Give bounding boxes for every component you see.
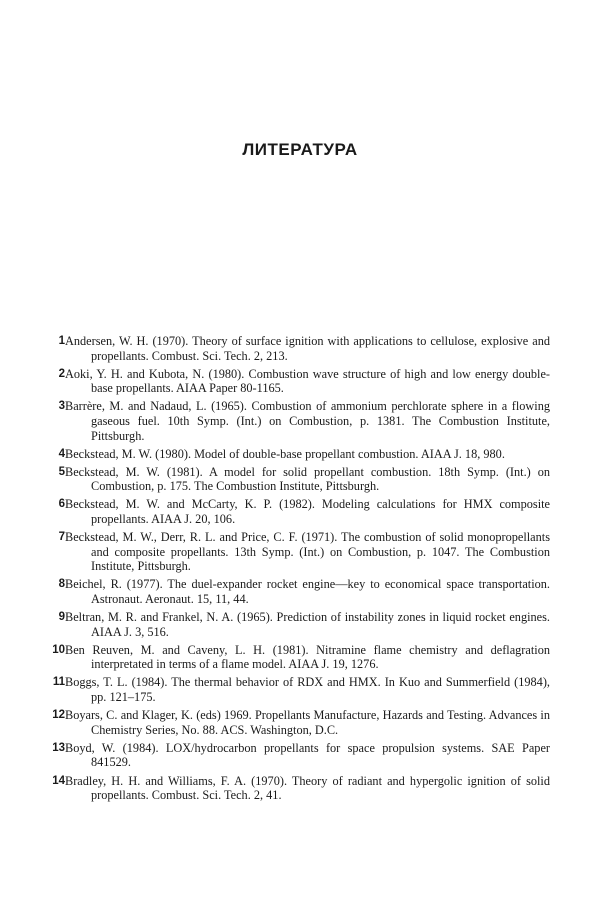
reference-item bbox=[48, 610, 550, 639]
reference-text: Beckstead, M. W., Derr, R. L. and Price, C. F. (1971). The combustion of solid monopropellants and composite propellants. 13th Symp. (Int.) on Combustion, p. 1047. The Combustion Institute, Pittsburgh. bbox=[65, 530, 550, 574]
reference-text: Beckstead, M. W. and McCarty, K. P. (1982). Modeling calculations for HMX composite propellants. AIAA J. 20, 106. bbox=[65, 497, 550, 527]
reference-item bbox=[48, 577, 550, 606]
reference-item bbox=[48, 334, 550, 363]
page-title: ЛИТЕРАТУРА bbox=[242, 140, 358, 159]
reference-number: 6 bbox=[58, 498, 65, 511]
reference-text: Beckstead, M. W. (1980). Model of double-base propellant combustion. AIAA J. 18, 980. bbox=[65, 446, 505, 461]
reference-item bbox=[48, 497, 550, 526]
reference-number: 1 bbox=[58, 335, 65, 347]
reference-number: 14 bbox=[52, 774, 65, 787]
reference-text: Bradley, H. H. and Williams, F. A. (1970). Theory of radiant and hypergolic ignition of solid propellants. Combust. Sci. Tech. 2, 41. bbox=[65, 773, 550, 803]
reference-text: Beckstead, M. W. (1981). A model for solid propellant combustion. 18th Symp. (Int.) on Combustion, p. 175. The Combustion Institute, Pittsburgh. bbox=[65, 464, 550, 494]
reference-text: Ben Reuven, M. and Caveny, L. H. (1981). Nitramine flame chemistry and deflagration interpretated in terms of a flame model. AIAA J. 19, 1276. bbox=[65, 642, 550, 672]
reference-number: 8 bbox=[58, 578, 65, 591]
reference-number: 3 bbox=[58, 400, 65, 413]
reference-item bbox=[48, 643, 550, 672]
reference-number: 5 bbox=[58, 465, 65, 478]
reference-number: 10 bbox=[52, 643, 65, 656]
reference-item bbox=[48, 447, 550, 462]
reference-item bbox=[48, 708, 550, 737]
reference-item bbox=[48, 774, 550, 803]
reference-text: Aoki, Y. H. and Kubota, N. (1980). Combustion wave structure of high and low energy double-base propellants. AIAA Paper 80-1165. bbox=[65, 366, 550, 396]
reference-text: Barrère, M. and Nadaud, L. (1965). Combustion of ammonium perchlorate sphere in a flowing gaseous fuel. 10th Symp. (Int.) on Combustion, p. 1381. The Combustion Institute, Pittsburgh. bbox=[65, 399, 550, 443]
reference-number: 12 bbox=[52, 709, 65, 722]
reference-text: Beltran, M. R. and Frankel, N. A. (1965). Prediction of instability zones in liquid rocket engines. AIAA J. 3, 516. bbox=[65, 610, 550, 639]
reference-number: 7 bbox=[58, 531, 65, 544]
reference-text: Beichel, R. (1977). The duel-expander rocket engine—key to economical space transportation. Astronaut. Aeronaut. 15, 11, 44. bbox=[65, 577, 550, 606]
reference-item bbox=[48, 741, 550, 770]
reference-text: Boggs, T. L. (1984). The thermal behavior of RDX and HMX. In Kuo and Summerfield (1984), pp. 121–175. bbox=[65, 675, 550, 705]
reference-number: 11 bbox=[52, 676, 65, 689]
reference-text: Boyd, W. (1984). LOX/hydrocarbon propellants for space propulsion systems. SAE Paper 841529. bbox=[65, 740, 550, 770]
reference-text: Andersen, W. H. (1970). Theory of surface ignition with applications to cellulose, explosive and propellants. Combust. Sci. Tech. 2, 213. bbox=[65, 334, 550, 363]
reference-number: 9 bbox=[58, 611, 65, 624]
reference-item bbox=[48, 465, 550, 494]
reference-number: 13 bbox=[52, 741, 65, 754]
reference-item bbox=[48, 530, 550, 574]
reference-item bbox=[48, 399, 550, 443]
reference-list bbox=[48, 334, 550, 806]
reference-item bbox=[48, 367, 550, 396]
reference-number: 4 bbox=[58, 447, 65, 460]
reference-item bbox=[48, 675, 550, 704]
reference-text: Boyars, C. and Klager, K. (eds) 1969. Propellants Manufacture, Hazards and Testing. Advances in Chemistry Series, No. 88. ACS. Washington, D.C. bbox=[65, 708, 550, 737]
reference-number: 2 bbox=[58, 367, 65, 380]
